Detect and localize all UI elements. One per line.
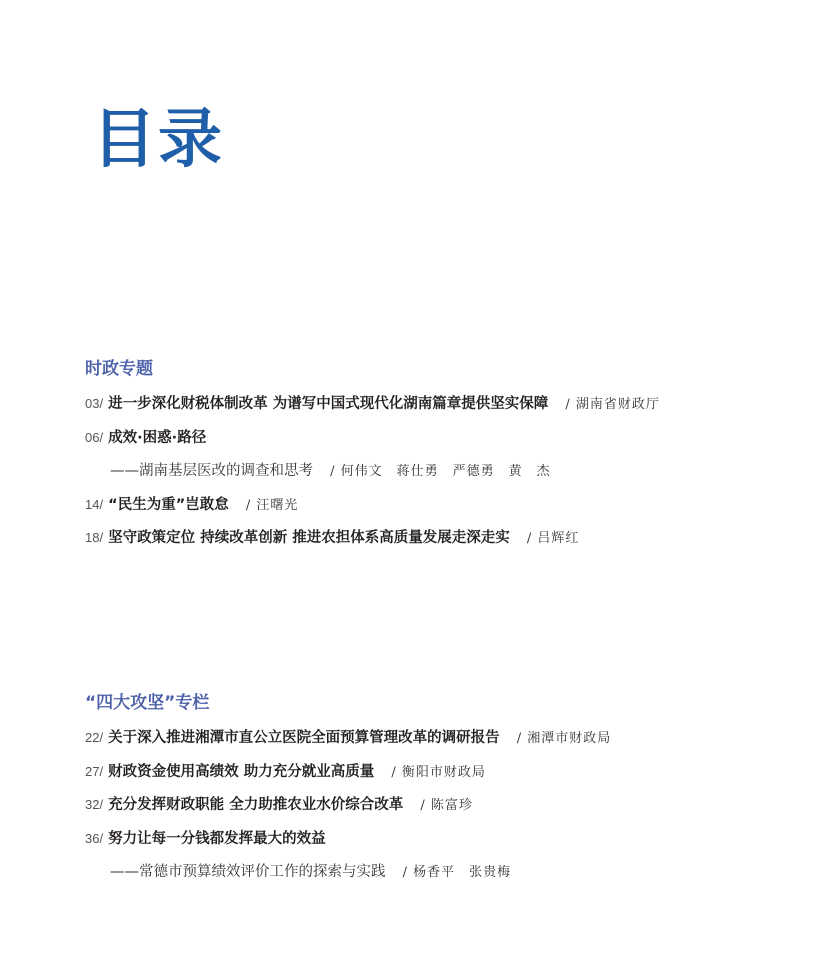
page-number: 36/ [85, 830, 104, 846]
toc-entry[interactable] [85, 526, 785, 560]
entry-author: / 吕辉红 [526, 531, 580, 546]
toc-section-current-affairs [85, 358, 785, 560]
entry-subtitle: ——常德市预算绩效评价工作的探索与实践 [110, 864, 386, 880]
entry-author: / 汪曙光 [245, 497, 299, 513]
toc-entry[interactable] [85, 392, 785, 426]
entry-title: 坚守政策定位 持续改革创新 推进农担体系高质量发展走深走实 [108, 530, 510, 546]
page-number: 27/ [85, 763, 104, 779]
toc-entry[interactable] [85, 726, 785, 760]
entry-author: / 湘潭市财政局 [516, 731, 612, 746]
entry-title: 关于深入推进湘潭市直公立医院全面预算管理改革的调研报告 [108, 730, 500, 746]
page-number: 22/ [85, 730, 104, 745]
entry-author: / 湖南省财政厅 [565, 397, 660, 412]
entry-author: / 杨香平 张贵梅 [402, 865, 512, 880]
page-number: 03/ [85, 396, 104, 411]
page-number: 18/ [85, 530, 104, 545]
page-title: 目录 [92, 102, 224, 177]
toc-entry-subtitle[interactable] [85, 459, 785, 493]
entry-author: / 陈富珍 [420, 798, 473, 813]
entry-title: “民生为重”岂敢怠 [108, 496, 229, 513]
page-number: 14/ [85, 496, 104, 512]
toc-entry-subtitle[interactable] [85, 860, 785, 894]
toc-entry[interactable] [85, 793, 785, 827]
toc-entry[interactable] [85, 827, 785, 861]
section-heading: 时政专题 [85, 359, 153, 379]
entry-title: 充分发挥财政职能 全力助推农业水价综合改革 [108, 797, 404, 813]
section-heading: “四大攻坚”专栏 [85, 693, 210, 713]
entry-title: 成效·困惑·路径 [108, 429, 207, 446]
toc-entry[interactable] [85, 493, 785, 527]
toc-entry[interactable] [85, 426, 785, 460]
entry-author: / 何伟文 蒋仕勇 严德勇 黄 杰 [330, 464, 551, 479]
page-number: 32/ [85, 797, 104, 812]
entry-subtitle: ——湖南基层医改的调查和思考 [110, 463, 313, 479]
entry-title: 进一步深化财税体制改革 为谱写中国式现代化湖南篇章提供坚实保障 [108, 396, 549, 412]
entry-author: / 衡阳市财政局 [391, 764, 486, 780]
entry-title: 努力让每一分钱都发挥最大的效益 [108, 830, 326, 847]
toc-section-four-major-tasks [85, 692, 785, 894]
page-number: 06/ [85, 429, 104, 445]
entry-title: 财政资金使用高绩效 助力充分就业高质量 [108, 763, 375, 780]
toc-entry[interactable] [85, 760, 785, 794]
